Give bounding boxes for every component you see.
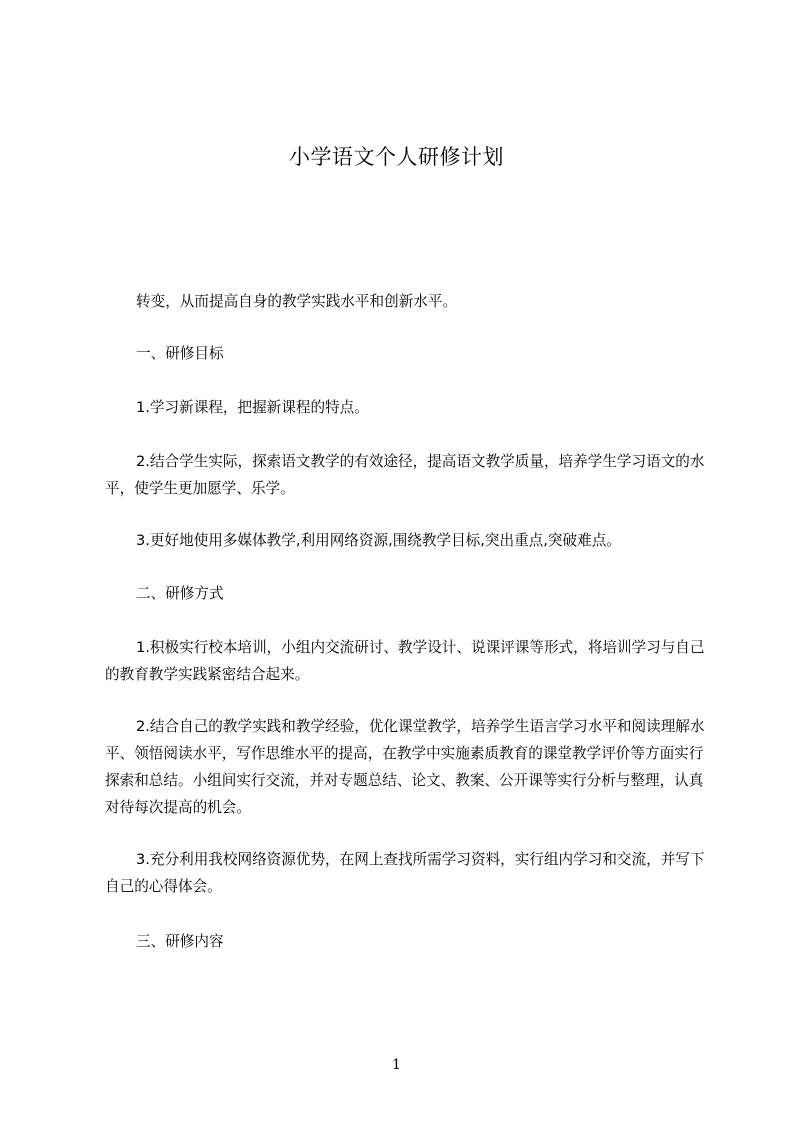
document-title: 小学语文个人研修计划 xyxy=(289,145,504,169)
goal-item-2: 2.结合学生实际，探索语文教学的有效途径，提高语文教学质量，培养学生学习语文的水平，使学生更加愿学、乐学。 xyxy=(105,453,705,497)
section-heading-goals: 一、研修目标 xyxy=(136,345,224,362)
method-item-3: 3.充分利用我校网络资源优势，在网上查找所需学习资料，实行组内学习和交流，并写下自己的心得体会。 xyxy=(105,851,705,895)
section-heading-content: 三、研修内容 xyxy=(136,933,224,950)
section-heading-methods: 二、研修方式 xyxy=(136,585,224,602)
method-item-2: 2.结合自己的教学实践和教学经验，优化课堂教学，培养学生语言学习水平和阅读理解水平、领悟阅读水平，写作思维水平的提高，在教学中实施素质教育的课堂教学评价等方面实行探索和总结。小组间实行交流，并对专题总结、论文、教案、公开课等实行分析与整理，认真对待每次提高的机会。 xyxy=(105,718,705,816)
page-number: 1 xyxy=(392,1057,401,1073)
paragraph-intro: 转变，从而提高自身的教学实践水平和创新水平。 xyxy=(136,293,458,310)
method-item-1: 1.积极实行校本培训，小组内交流研讨、教学设计、说课评课等形式，将培训学习与自己的教育教学实践紧密结合起来。 xyxy=(105,639,705,683)
goal-item-3: 3.更好地使用多媒体教学,利用网络资源,围绕教学目标,突出重点,突破难点。 xyxy=(136,532,621,549)
goal-item-1: 1.学习新课程，把握新课程的特点。 xyxy=(136,399,369,416)
